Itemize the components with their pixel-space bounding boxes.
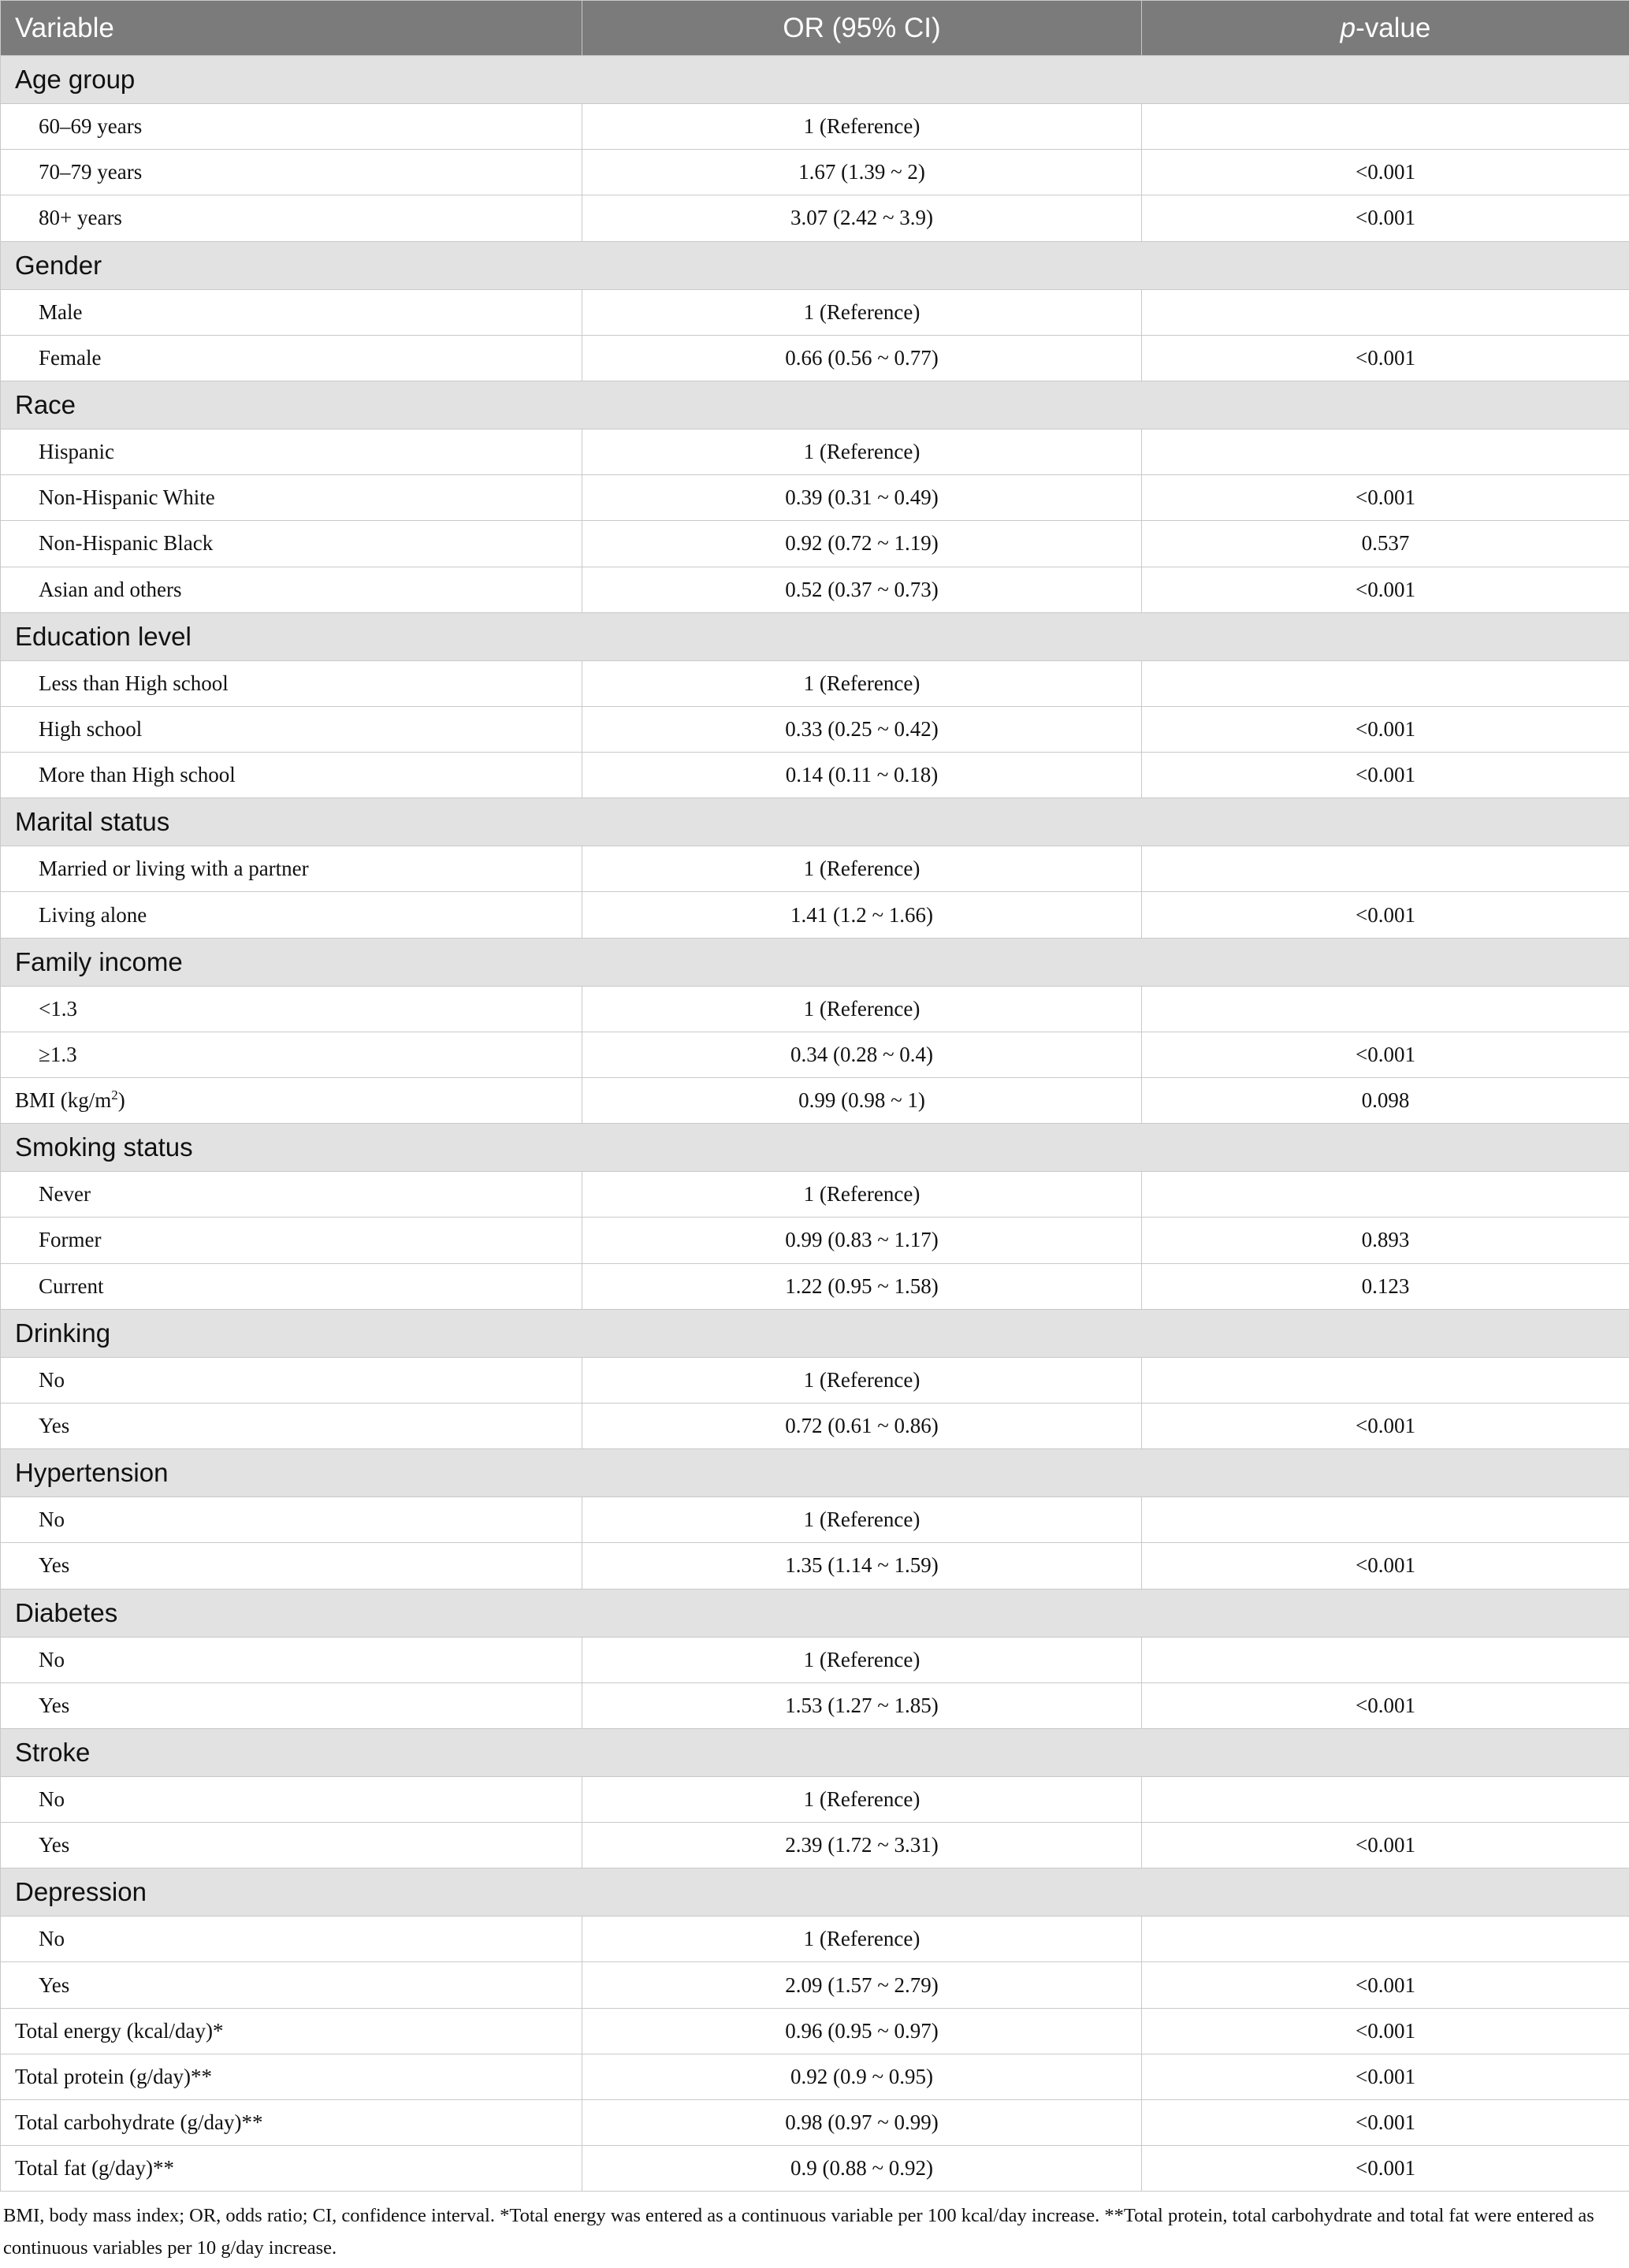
odds-ratio-cell: 0.98 (0.97 ~ 0.99) xyxy=(582,2100,1142,2146)
p-value-cell: <0.001 xyxy=(1142,2146,1629,2192)
p-value-cell: <0.001 xyxy=(1142,753,1629,798)
p-value-cell: <0.001 xyxy=(1142,335,1629,381)
table-header-row xyxy=(1,1,1629,56)
table-row xyxy=(1,289,1629,335)
odds-ratio-cell: 0.99 (0.98 ~ 1) xyxy=(582,1078,1142,1124)
p-value-cell xyxy=(1142,289,1629,335)
variable-label: Total carbohydrate (g/day)** xyxy=(1,2100,582,2146)
header-p-italic: p xyxy=(1340,12,1356,43)
group-label: Stroke xyxy=(1,1728,1629,1776)
variable-label: Hispanic xyxy=(1,429,582,474)
odds-ratio-cell: 1.35 (1.14 ~ 1.59) xyxy=(582,1543,1142,1589)
group-header-row xyxy=(1,1124,1629,1172)
group-label: Education level xyxy=(1,612,1629,660)
group-label: Drinking xyxy=(1,1309,1629,1357)
table-row xyxy=(1,846,1629,892)
variable-label: 70–79 years xyxy=(1,150,582,195)
group-label: Gender xyxy=(1,241,1629,289)
variable-label: Total energy (kcal/day)* xyxy=(1,2008,582,2054)
variable-label: Yes xyxy=(1,1682,582,1728)
table-row xyxy=(1,1497,1629,1543)
table-row xyxy=(1,2054,1629,2099)
odds-ratio-cell: 0.99 (0.83 ~ 1.17) xyxy=(582,1218,1142,1263)
variable-label-suffix: ) xyxy=(117,1088,125,1113)
table-row xyxy=(1,1823,1629,1868)
p-value-cell xyxy=(1142,986,1629,1032)
p-value-cell: <0.001 xyxy=(1142,1403,1629,1448)
variable-label: No xyxy=(1,1637,582,1682)
p-value-cell xyxy=(1142,429,1629,474)
table-row xyxy=(1,1263,1629,1309)
variable-label: High school xyxy=(1,706,582,752)
p-value-cell: 0.098 xyxy=(1142,1078,1629,1124)
p-value-cell: <0.001 xyxy=(1142,1962,1629,2008)
variable-label: No xyxy=(1,1357,582,1403)
variable-label: Yes xyxy=(1,1543,582,1589)
p-value-cell: <0.001 xyxy=(1142,2100,1629,2146)
variable-label: Total fat (g/day)** xyxy=(1,2146,582,2192)
odds-ratio-cell: 0.66 (0.56 ~ 0.77) xyxy=(582,335,1142,381)
table-row xyxy=(1,1917,1629,1962)
p-value-cell xyxy=(1142,1776,1629,1822)
variable-label: Less than High school xyxy=(1,660,582,706)
variable-label: No xyxy=(1,1497,582,1543)
odds-ratio-cell: 1 (Reference) xyxy=(582,1637,1142,1682)
variable-label: Married or living with a partner xyxy=(1,846,582,892)
odds-ratio-cell: 1 (Reference) xyxy=(582,1172,1142,1218)
odds-ratio-cell: 1 (Reference) xyxy=(582,104,1142,150)
variable-label: Yes xyxy=(1,1403,582,1448)
table-row xyxy=(1,2146,1629,2192)
variable-label: Living alone xyxy=(1,892,582,938)
group-label: Age group xyxy=(1,56,1629,104)
p-value-cell: 0.893 xyxy=(1142,1218,1629,1263)
p-value-cell xyxy=(1142,1917,1629,1962)
table-row xyxy=(1,521,1629,567)
table-row xyxy=(1,986,1629,1032)
variable-label: Male xyxy=(1,289,582,335)
odds-ratio-cell: 1.67 (1.39 ~ 2) xyxy=(582,150,1142,195)
variable-label: No xyxy=(1,1917,582,1962)
table-row xyxy=(1,1403,1629,1448)
p-value-cell: 0.123 xyxy=(1142,1263,1629,1309)
variable-label: Female xyxy=(1,335,582,381)
header-or: OR (95% CI) xyxy=(582,1,1142,56)
group-header-row xyxy=(1,938,1629,986)
p-value-cell xyxy=(1142,1357,1629,1403)
table-row xyxy=(1,1637,1629,1682)
table-row xyxy=(1,150,1629,195)
variable-label: Current xyxy=(1,1263,582,1309)
odds-ratio-cell: 0.72 (0.61 ~ 0.86) xyxy=(582,1403,1142,1448)
p-value-cell xyxy=(1142,660,1629,706)
table-row xyxy=(1,429,1629,474)
odds-ratio-cell: 0.33 (0.25 ~ 0.42) xyxy=(582,706,1142,752)
odds-ratio-cell: 2.39 (1.72 ~ 3.31) xyxy=(582,1823,1142,1868)
table-row xyxy=(1,475,1629,521)
odds-ratio-cell: 3.07 (2.42 ~ 3.9) xyxy=(582,195,1142,241)
variable-label: Former xyxy=(1,1218,582,1263)
p-value-cell: <0.001 xyxy=(1142,475,1629,521)
variable-label: <1.3 xyxy=(1,986,582,1032)
table-body xyxy=(1,56,1629,2192)
odds-ratio-cell: 0.92 (0.72 ~ 1.19) xyxy=(582,521,1142,567)
odds-ratio-cell: 0.9 (0.88 ~ 0.92) xyxy=(582,2146,1142,2192)
variable-label: Yes xyxy=(1,1962,582,2008)
group-header-row xyxy=(1,798,1629,846)
p-value-cell: <0.001 xyxy=(1142,2008,1629,2054)
variable-label: Yes xyxy=(1,1823,582,1868)
odds-ratio-cell: 1 (Reference) xyxy=(582,660,1142,706)
p-value-cell: <0.001 xyxy=(1142,1823,1629,1868)
odds-ratio-cell: 1 (Reference) xyxy=(582,846,1142,892)
variable-label: 80+ years xyxy=(1,195,582,241)
group-label: Race xyxy=(1,381,1629,429)
odds-ratio-cell: 1.22 (0.95 ~ 1.58) xyxy=(582,1263,1142,1309)
p-value-cell: <0.001 xyxy=(1142,1032,1629,1077)
variable-label: Total protein (g/day)** xyxy=(1,2054,582,2099)
odds-ratio-cell: 0.52 (0.37 ~ 0.73) xyxy=(582,567,1142,612)
p-value-cell: <0.001 xyxy=(1142,2054,1629,2099)
group-header-row xyxy=(1,1868,1629,1917)
odds-ratio-cell: 1 (Reference) xyxy=(582,1497,1142,1543)
odds-ratio-cell: 1 (Reference) xyxy=(582,1776,1142,1822)
table-row xyxy=(1,2100,1629,2146)
p-value-cell xyxy=(1142,846,1629,892)
variable-label-superscript: 2 xyxy=(111,1088,118,1103)
table-row xyxy=(1,1682,1629,1728)
group-label: Diabetes xyxy=(1,1589,1629,1637)
odds-ratio-cell: 1 (Reference) xyxy=(582,289,1142,335)
odds-ratio-cell: 0.92 (0.9 ~ 0.95) xyxy=(582,2054,1142,2099)
table-row xyxy=(1,1172,1629,1218)
variable-label: 60–69 years xyxy=(1,104,582,150)
group-label: Marital status xyxy=(1,798,1629,846)
p-value-cell: <0.001 xyxy=(1142,1543,1629,1589)
group-header-row xyxy=(1,612,1629,660)
odds-ratio-cell: 1.53 (1.27 ~ 1.85) xyxy=(582,1682,1142,1728)
odds-ratio-cell: 0.39 (0.31 ~ 0.49) xyxy=(582,475,1142,521)
table-row xyxy=(1,195,1629,241)
odds-ratio-cell: 1 (Reference) xyxy=(582,429,1142,474)
table-row xyxy=(1,1776,1629,1822)
odds-ratio-cell: 0.14 (0.11 ~ 0.18) xyxy=(582,753,1142,798)
p-value-cell: <0.001 xyxy=(1142,195,1629,241)
p-value-cell xyxy=(1142,1497,1629,1543)
header-variable: Variable xyxy=(1,1,582,56)
variable-label: Non-Hispanic White xyxy=(1,475,582,521)
table-row xyxy=(1,335,1629,381)
variable-label: No xyxy=(1,1776,582,1822)
p-value-cell: 0.537 xyxy=(1142,521,1629,567)
table-row xyxy=(1,753,1629,798)
group-header-row xyxy=(1,381,1629,429)
table-row xyxy=(1,104,1629,150)
odds-ratio-cell: 1.41 (1.2 ~ 1.66) xyxy=(582,892,1142,938)
variable-label: ≥1.3 xyxy=(1,1032,582,1077)
group-label: Smoking status xyxy=(1,1124,1629,1172)
table-row xyxy=(1,1218,1629,1263)
variable-label: Never xyxy=(1,1172,582,1218)
table-row xyxy=(1,660,1629,706)
p-value-cell xyxy=(1142,1172,1629,1218)
odds-ratio-cell: 1 (Reference) xyxy=(582,1917,1142,1962)
group-header-row xyxy=(1,1449,1629,1497)
p-value-cell xyxy=(1142,1637,1629,1682)
table-row xyxy=(1,567,1629,612)
group-header-row xyxy=(1,241,1629,289)
table-row xyxy=(1,706,1629,752)
p-value-cell: <0.001 xyxy=(1142,706,1629,752)
odds-ratio-cell: 0.34 (0.28 ~ 0.4) xyxy=(582,1032,1142,1077)
p-value-cell: <0.001 xyxy=(1142,892,1629,938)
group-label: Depression xyxy=(1,1868,1629,1917)
table-row xyxy=(1,892,1629,938)
p-value-cell: <0.001 xyxy=(1142,1682,1629,1728)
table-row xyxy=(1,1032,1629,1077)
variable-label: Non-Hispanic Black xyxy=(1,521,582,567)
p-value-cell xyxy=(1142,104,1629,150)
table-row xyxy=(1,1543,1629,1589)
table-row xyxy=(1,2008,1629,2054)
table-row xyxy=(1,1078,1629,1124)
odds-ratio-cell: 1 (Reference) xyxy=(582,1357,1142,1403)
odds-ratio-cell: 2.09 (1.57 ~ 2.79) xyxy=(582,1962,1142,2008)
variable-label: More than High school xyxy=(1,753,582,798)
variable-label xyxy=(1,1078,582,1124)
odds-ratio-cell: 1 (Reference) xyxy=(582,986,1142,1032)
odds-ratio-cell: 0.96 (0.95 ~ 0.97) xyxy=(582,2008,1142,2054)
table-row xyxy=(1,1357,1629,1403)
group-header-row xyxy=(1,56,1629,104)
header-p-rest: -value xyxy=(1356,12,1431,43)
group-label: Family income xyxy=(1,938,1629,986)
group-label: Hypertension xyxy=(1,1449,1629,1497)
table-row xyxy=(1,1962,1629,2008)
p-value-cell: <0.001 xyxy=(1142,150,1629,195)
group-header-row xyxy=(1,1589,1629,1637)
variable-label-text: BMI (kg/m xyxy=(15,1088,112,1113)
variable-label: Asian and others xyxy=(1,567,582,612)
p-value-cell: <0.001 xyxy=(1142,567,1629,612)
table-footnote: BMI, body mass index; OR, odds ratio; CI, confidence interval. *Total energy was entered as a continuous variable per 100 kcal/day increase. **Total protein, total carbohydrate and total fat were entered as continuous variables per 10 g/day increase. xyxy=(3,2205,1594,2259)
header-p-value xyxy=(1142,1,1629,56)
group-header-row xyxy=(1,1728,1629,1776)
group-header-row xyxy=(1,1309,1629,1357)
